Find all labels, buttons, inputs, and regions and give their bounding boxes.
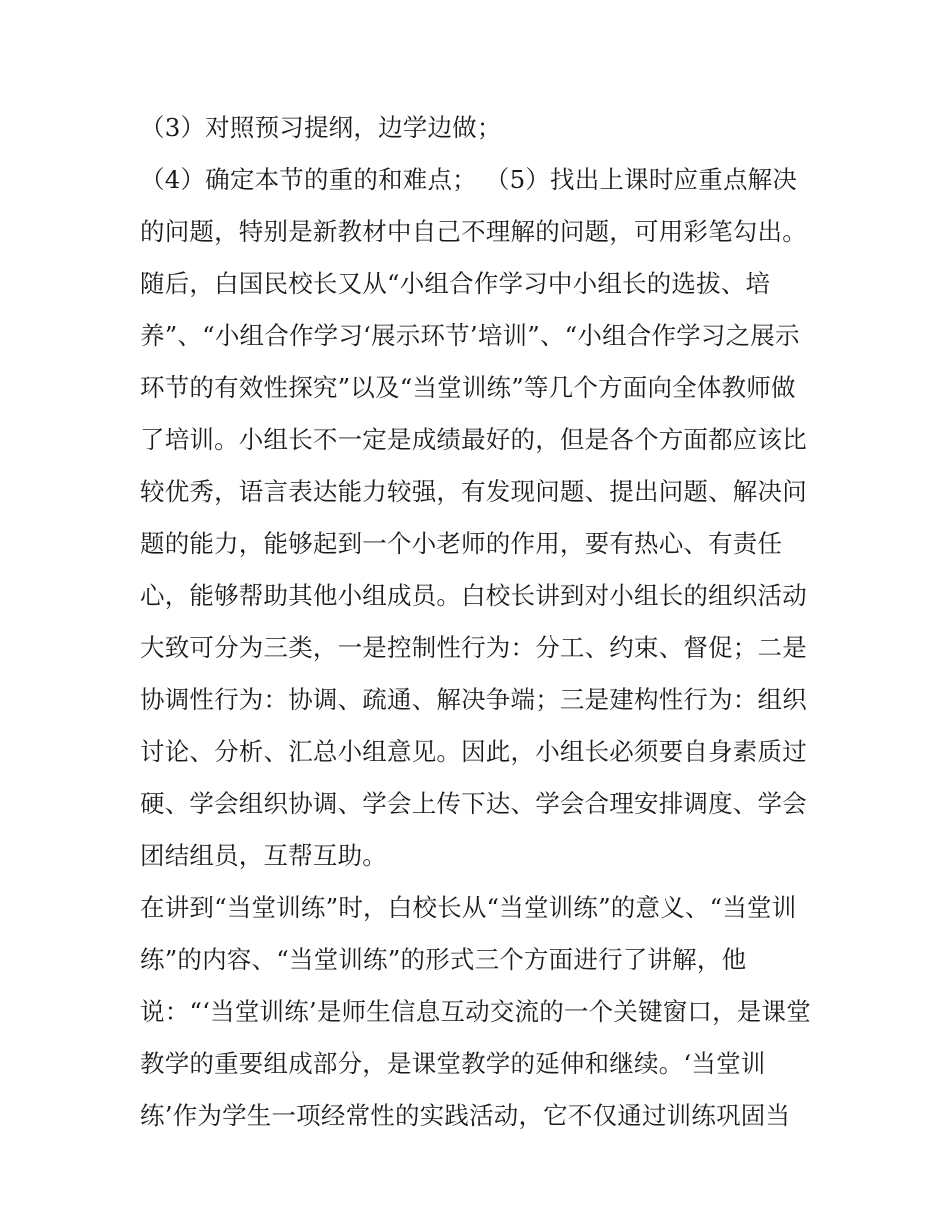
text-line: 较优秀，语言表达能力较强，有发现问题、提出问题、解决问	[140, 477, 807, 506]
text-line: （3）对照预习提纲，边学边做；	[140, 113, 502, 142]
text-line: （4）确定本节的重的和难点； （5）找出上课时应重点解决	[140, 165, 798, 194]
text-line: 的问题，特别是新教材中自己不理解的问题，可用彩笔勾出。	[140, 217, 807, 246]
text-line: 随后，白国民校长又从“小组合作学习中小组长的选拔、培	[140, 269, 771, 298]
text-line: 了培训。小组长不一定是成绩最好的，但是各个方面都应该比	[140, 425, 807, 454]
text-line: 环节的有效性探究”以及“当堂训练”等几个方面向全体教师做	[140, 373, 796, 402]
text-line: 团结组员，互帮互助。	[140, 841, 387, 870]
text-line: 题的能力，能够起到一个小老师的作用，要有热心、有责任	[140, 529, 783, 558]
text-line: 教学的重要组成部分，是课堂教学的延伸和继续。‘当堂训	[140, 1049, 766, 1078]
text-line: 练”的内容、“当堂训练”的形式三个方面进行了讲解，他	[140, 945, 747, 974]
text-line: 养”、“小组合作学习‘展示环节’培训”、“小组合作学习之展示	[140, 321, 800, 350]
text-line: 硬、学会组织协调、学会上传下达、学会合理安排调度、学会	[140, 789, 807, 818]
text-line: 心，能够帮助其他小组成员。白校长讲到对小组长的组织活动	[140, 581, 807, 610]
text-line: 说：“‘当堂训练’是师生信息互动交流的一个关键窗口，是课堂	[140, 997, 811, 1026]
text-line: 练’作为学生一项经常性的实践活动，它不仅通过训练巩固当	[140, 1101, 791, 1130]
text-line: 讨论、分析、汇总小组意见。因此，小组长必须要自身素质过	[140, 737, 807, 766]
text-line: 协调性行为：协调、疏通、解决争端；三是建构性行为：组织	[140, 685, 807, 714]
text-line: 大致可分为三类，一是控制性行为：分工、约束、督促；二是	[140, 633, 807, 662]
text-line: 在讲到“当堂训练”时，白校长从“当堂训练”的意义、“当堂训	[140, 893, 797, 922]
